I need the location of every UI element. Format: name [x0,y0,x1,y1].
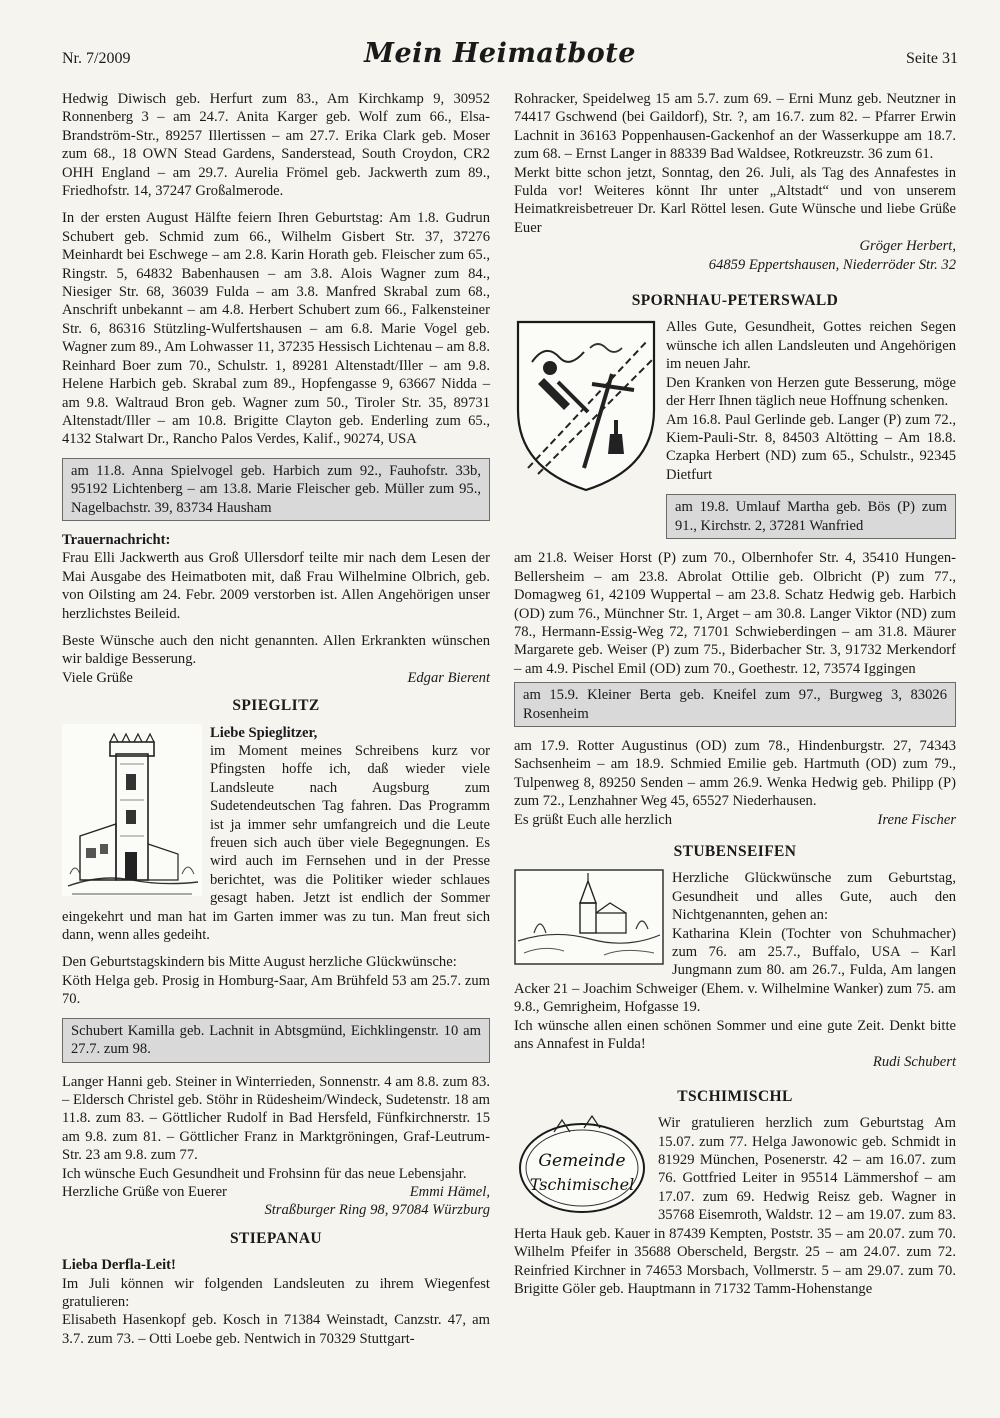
signature-address: 64859 Eppertshausen, Niederröder Str. 32 [708,256,956,273]
birthday-list: Langer Hanni geb. Steiner in Winterrieden, Sonnenstr. 4 am 8.8. zum 83. – Eldersch Christel geb. Stöhr in Rüdesheim/Windeck, Sudetenstr. 18 am 11.8. zum 83. – Göttlicher Rudolf in Bad Hersfeld, Fünfkirchnerstr. 15 am 9.8. zum 81. – Göttlicher Franz in Marktgröningen, Graf-Leutrum-Str. 23 am 9.8. zum 77. [62,1073,490,1164]
birthday-list: Katharina Klein (Tochter von Schuhmacher) zum 76. am 25.7., Buffalo, USA – Karl Jungmann zum 80. am 26.7., Fulda, Am langen Acker 21 – Joachim Schweiger (Ehem. v. Wilhelmine Wanker) zum 75. am 9.8., Gemrigheim, Hofgasse 19. [514,925,956,1016]
greeting: Viele Grüße [62,669,133,686]
signature-address: Straßburger Ring 98, 97084 Würzburg [264,1202,490,1219]
announcement-text: Merkt bitte schon jetzt, Sonntag, den 26. Juli, als Tag des Annafestes in Fulda vor! Weiteres könnt Ihr unter „Altstadt“ und von unserem Heimatkreisbetreuer Dr. Karl Röttel lesen. Gute Wünsche und liebe Grüße Euer [514,164,956,236]
page-header [0,38,1000,84]
birthday-list: Wir gratulieren herzlich zum Geburtstag Am 15.07. zum 77. Helga Jawonowic geb. Schmidt in 81929 München, Posenerstr. 42 – am 16.07. zum 76. Gottfried Leiter in 95514 Lämmershof – am 17.07. zum 69. Hedwig Reisz geb. Wagner in 35768 Eisemroth, Waldstr. 12 – am 19.07. zum 83. Herta Hauk geb. Kauer in 87439 Kempten, Poststr. 35 – am 20.07. zum 70. Wilhelm Pfeifer in 35688 Oberscheld, Bergstr. 25 – am 24.07. zum 72. Reinfried Kirchner in 74653 Morsbach, Vollmerstr. 5 – am 29.07. zum 70. Brigitte Göler geb. Hauptmann in 71732 Tamm-Hohenstange [514,1115,956,1297]
greeting: Herzliche Grüße von Euerer [62,1183,227,1200]
birthday-intro: Den Geburtstagskindern bis Mitte August herzliche Glückwünsche: [62,954,457,971]
greeting-text: Herzliche Glückwünsche zum Geburtstag, Gesundheit und alles Gute, auch den Nichtgenannten, gehen an: [672,870,956,924]
greeting: Es grüßt Euch alle herzlich [514,811,673,828]
tower-illustration [62,724,202,896]
letter-salutation: Liebe Spieglitzer, [210,724,318,741]
left-column [62,90,490,1348]
section-title-spieglitz: SPIEGLITZ [232,697,320,715]
village-church-illustration [514,869,664,965]
section-title-stubenseifen: STUBENSEIFEN [673,842,797,860]
signature: Irene Fischer [877,811,956,828]
closing-text: Ich wünsche Euch Gesundheit und Frohsinn für das neue Lebensjahr. [62,1165,467,1182]
closing-text: Ich wünsche allen einen schönen Sommer und eine gute Zeit. Denkt bitte ans Annafest in Fulda! [514,1017,956,1053]
birthday-list: am 17.9. Rotter Augustinus (OD) zum 78., Hindenburgstr. 27, 74343 Sachsenheim – am 18.9. Schmied Emilie geb. Hartmuth (OD) zum 79., Tulpenweg 8, 89250 Senden – amm 26.9. Wenka Hedwig geb. Philipp (P) zum 72., Lenzhahner Weg 45, 65527 Niederhausen. [514,737,956,810]
august-birthdays: In der ersten August Hälfte feiern Ihren Geburtstag: Am 1.8. Gudrun Schubert geb. Schmid zum 66., Wilhelm Gisbert Str. 37, 37276 Meinhardt bei Eschwege – am 2.8. Karin Horath geb. Fleischer zum 65., Ringstr. 5, 64832 Babenhausen – am 3.8. Alois Wagner zum 84., Niesiger Str. 68, 36039 Fulda – am 3.8. Manfred Skrabal zum 68., Anschrift unbekannt – am 4.8. Herbert Schubert zum 66., Falkensteiner Str. 6, 86316 Stützling-Wulfertshausen – am 6.8. Marie Vogel geb. Wagner zum 89., Am Lohwasser 11, 37235 Hessisch Lichtenau – am 8.8. Reinhard Boer zum 70., Schulstr. 1, 89281 Altenstadt/Iller – am 9.8. Helene Harbich geb. Skrabal zum 89., Hopfengasse 9, 63667 Nidda – am 9.8. Waltraud Bron geb. Wagner zum 50., Tiroler Str. 35, 89731 Altenstadt/Iller – am 10.8. Brigitte Clayton geb. Enderling zum 65., 4132 Stalwart Dr., Rancho Palos Verdes, Kalif., 90274, USA [62,210,490,448]
signature: Emmi Hämel, [409,1183,490,1200]
birthday-entry: Köth Helga geb. Prosig in Homburg-Saar, Am Brühfeld 53 am 25.7. zum 70. [62,972,490,1008]
signature-row [514,811,956,829]
birthday-list: Am 16.8. Paul Gerlinde geb. Langer (P) zum 72., Kiem-Pauli-Str. 8, 84503 Altötting – Am 18.8. Czapka Herbert (ND) zum 65., Schulstr., 92345 Dietfurt [666,411,956,483]
stamp-text-top: Gemeinde [538,1151,626,1172]
municipal-stamp-seal [514,1114,650,1218]
get-well-text: Den Kranken von Herzen gute Besserung, möge der Herr Ihnen täglich neue Hoffnung schenken. [666,374,956,410]
wishes-text: Beste Wünsche auch den nicht genannten. Allen Erkrankten wünschen wir baldige Besserung. [62,632,490,668]
highlight-box: am 19.8. Umlauf Martha geb. Bös (P) zum 91., Kirchstr. 2, 37281 Wanfried [666,494,956,539]
letter-salutation: Lieba Derfla-Leit! [62,1257,176,1274]
signature: Rudi Schubert [872,1054,956,1071]
section-title-tschimischl: TSCHIMISCHL [677,1087,793,1105]
birthday-paragraph: Hedwig Diwisch geb. Herfurt zum 83., Am Kirchkamp 9, 30952 Ronnenberg 3 – am 24.7. Anita Karger geb. Wolf zum 66., Elsa-Brandström-Str., 89257 Illertissen – am 27.7. Erika Clark geb. Moser zum 68., 18 OWN Stead Gardens, Sanderstead, South Croydon, CR2 OHH England – am 29.7. Aurelia Frömel geb. Jackwerth zum 89., Friedhofstr. 14, 37247 Großalmerode. [62,91,490,200]
coat-of-arms-emblem [514,318,658,494]
signature-row [62,669,490,687]
page-number: Seite 31 [906,50,958,67]
obituary-title: Trauernachricht: [62,531,171,548]
letter-text: Im Juli können wir folgenden Landsleuten zu ihrem Wiegenfest gratulieren: [62,1275,490,1310]
birthday-list: Elisabeth Hasenkopf geb. Kosch in 71384 Weinstadt, Canzstr. 47, am 3.7. zum 73. – Otti Loebe geb. Nentwich in 70329 Stuttgart- [62,1312,490,1347]
signature-row [62,1183,490,1201]
masthead-title: Mein Heimatbote [364,38,636,69]
obituary-text: Frau Elli Jackwerth aus Groß Ullersdorf teilte mir nach dem Lesen der Mai Ausgabe des Heimatboten mit, daß Frau Wilhelmine Olbrich, geb. von Oilsting am 24. Febr. 2009 verstorben ist. Allen Angehörigen unser herzlichstes Beileid. [62,550,490,622]
issue-number: Nr. 7/2009 [62,50,131,67]
stamp-text-bottom: Tschimischel [529,1175,635,1195]
right-column [514,90,956,1298]
signature: Gröger Herbert, [859,238,956,255]
greeting-text: Alles Gute, Gesundheit, Gottes reichen Segen wünsche ich allen Landsleuten und Angehörigen im neuen Jahr. [666,319,956,373]
signature: Edgar Bierent [407,669,490,686]
highlight-box: Schubert Kamilla geb. Lachnit in Abtsgmünd, Eichklingenstr. 10 am 27.7. zum 98. [62,1018,490,1063]
highlight-box: am 11.8. Anna Spielvogel geb. Harbich zum 92., Fauhofstr. 33b, 95192 Lichtenberg – am 13.8. Marie Fleischer geb. Müller zum 95., Nagelbachstr. 39, 83734 Hausham [62,458,490,521]
birthday-list: Rohracker, Speidelweg 15 am 5.7. zum 69. – Erni Munz geb. Neutzner in 74417 Gschwend (bei Gaildorf), Str. ?, am 16.7. zum 82. – Pfarrer Erwin Lachnit in 36163 Poppenhausen-Gackenhof an der Wasserkuppe am 18.7. zum 68. – Ernst Langer in 88339 Bad Waldsee, Rotkreuzstr. 36 zum 61. [514,91,956,163]
section-title-spornhau: SPORNHAU-PETERSWALD [631,292,839,310]
section-title-stiepanau: STIEPANAU [229,1229,323,1247]
highlight-box: am 15.9. Kleiner Berta geb. Kneifel zum 97., Burgweg 3, 83026 Rosenheim [514,682,956,727]
letter-text: im Moment meines Schreibens kurz vor Pfingsten hoffe ich, daß wieder viele Landsleute nach Augsburg zum Sudetendeutschen Tag fahren. Das Programm ist ja immer sehr umfangreich und die Leute freuen sich auch über viele Begegnungen. Es wird auch im Fernsehen und in der Presse berichtet, was die Politiker wieder schlaues gesagt haben. Jetzt ist endlich der Sommer eingekehrt und man hat im Garten immer was zu tun. Man freut sich dann, wenn alles gedeiht. [62,743,490,944]
birthday-list: am 21.8. Weiser Horst (P) zum 70., Olbernhofer Str. 4, 35410 Hungen-Bellersheim – am 23.8. Abrolat Ottilie geb. Olbricht (P) zum 77., Domagweg 61, 42109 Wuppertal – am 23.8. Schatz Hedwig geb. Harbich (OD) zum 76., Münchner Str. 1, Arget – am 30.8. Langer Viktor (ND) zum 78., Hermann-Essig-Weg 72, 71701 Schwieberdingen – am 31.8. Mäurer Margarete geb. Weiser (P) zum 75., Biderbacher Str. 3, 91732 Merkendorf – am 4.9. Pischel Emil (OD) zum 70., Goethestr. 12, 73574 Iggingen [514,550,956,677]
